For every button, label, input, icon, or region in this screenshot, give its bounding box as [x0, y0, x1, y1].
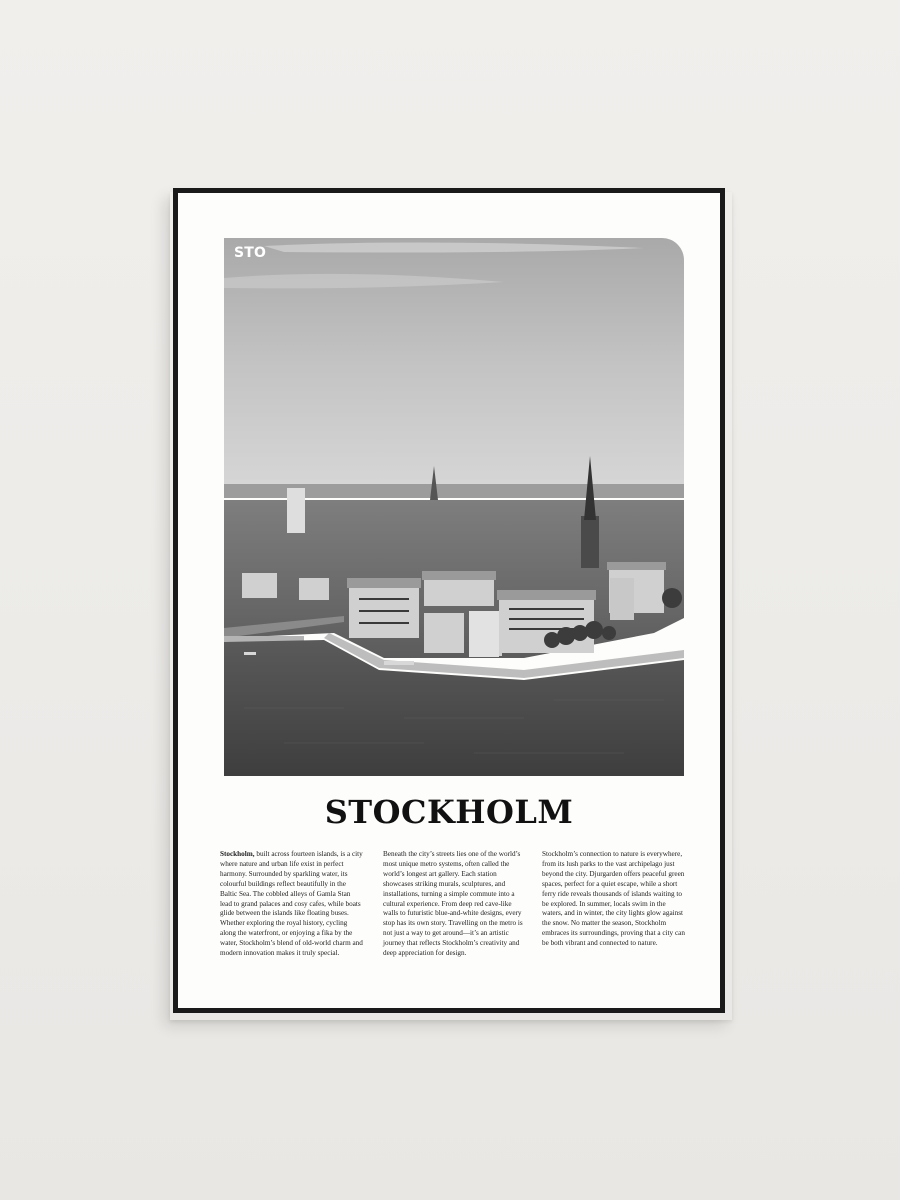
round-tower	[469, 611, 499, 657]
column-paragraph	[542, 850, 685, 949]
text-column-2	[383, 850, 526, 959]
city-hall-tower	[287, 488, 305, 533]
text-column-3	[542, 850, 685, 949]
column-text: built across fourteen islands, is a city where nature and urban life exist in perfect harmony. Surrounded by sparkling water, its colourful buildings reflect beautifully in the Baltic Sea. The cobbled alleys of Gamla Stan lead to grand palaces and cosy cafes, while boats glide between the islands like floating buses. Whether exploring the royal history, cycling along the waterfront, or enjoying a fika by the water, Stockholm’s blend of old-world charm and modern innovation makes it truly special.	[220, 850, 363, 958]
boat	[244, 652, 256, 655]
text-column-1	[220, 850, 363, 959]
column-text: Beneath the city’s streets lies one of the world’s most unique metro systems, often called the world’s longest art gallery. Each station showcases striking murals, sculptures, and installations, turning a simple commute into a cultural experience. From deep red cave-like walls to futuristic blue-and-white designs, every stop has its own story. Travelling on the metro is not just a way to get around—it’s an artistic journey that reflects Stockholm’s creativity and deep appreciation for design.	[383, 850, 523, 958]
poster-frame	[173, 188, 725, 1013]
boat	[384, 661, 414, 665]
poster-title: STOCKHOLM	[324, 793, 574, 831]
city-code-label: STO	[234, 245, 267, 261]
column-paragraph	[383, 850, 526, 959]
column-lead: Stockholm,	[220, 850, 255, 858]
column-text: Stockholm’s connection to nature is everywhere, from its lush parks to the vast archipelago just beyond the city. Djurgarden offers peaceful green spaces, perfect for a quiet escape, while a short ferry ride reveals thousands of islands waiting to be explored. In summer, locals swim in the waters, and in winter, the city lights glow against the snow. No matter the season, Stockholm embraces its surroundings, proving that a city can be both vibrant and connected to nature.	[542, 850, 685, 948]
city-photo	[224, 238, 684, 776]
column-paragraph	[220, 850, 363, 959]
church-tower	[581, 516, 599, 568]
domed-tower	[610, 578, 634, 620]
city-photo-illustration	[224, 238, 684, 776]
